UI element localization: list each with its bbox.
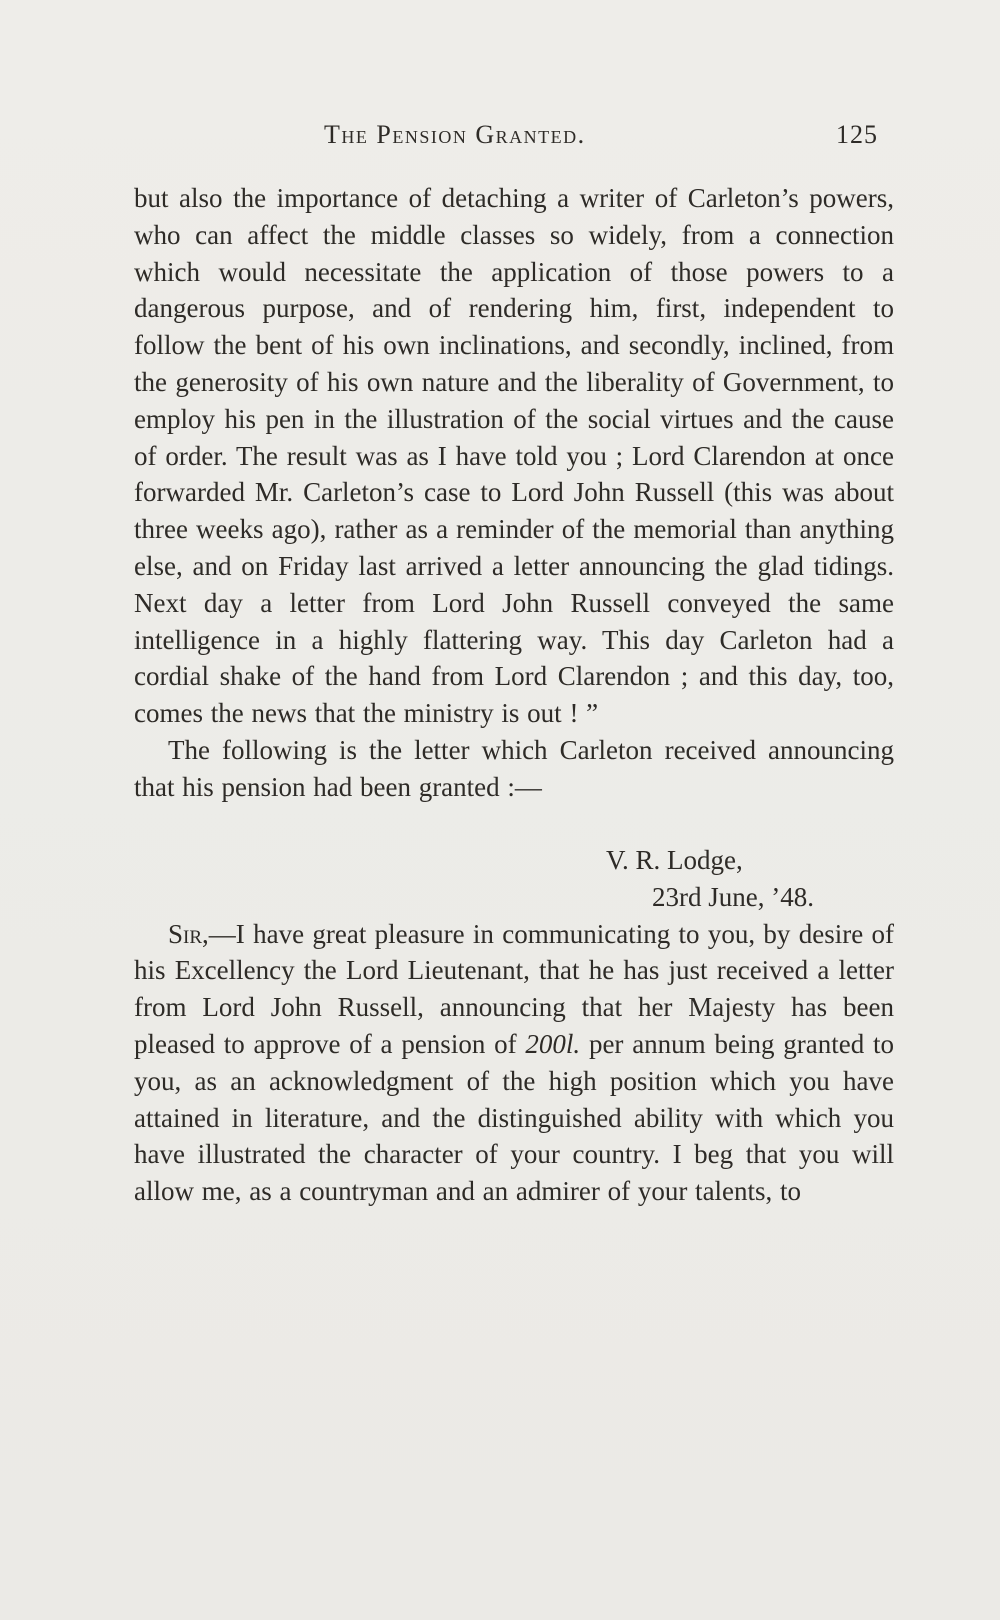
page-header bbox=[134, 120, 884, 160]
letter-address-place: V. R. Lodge, bbox=[606, 844, 743, 875]
letter-body-part-2: per annum being granted to you, as an acknowledgment of the high position which you have attained in literature, and the distinguished ability with which you have illustrated the character of your country. I beg that you will allow me, as a countryman and an admirer of your talents, to bbox=[134, 1028, 894, 1207]
letter-address bbox=[134, 842, 894, 916]
body-text bbox=[134, 180, 894, 1210]
pension-amount: 200l. bbox=[525, 1028, 581, 1059]
letter-body-part-1: —I have great pleasure in communicating to you, by desire of his Excellency the Lord Lieutenant, that he has just received a letter from Lord John Russell, announcing that her Majesty has been pleased to approve of a pension of bbox=[134, 918, 894, 1059]
letter-address-date: 23rd June, ’48. bbox=[652, 881, 814, 912]
paragraph-letter-intro: The following is the letter which Carleton received announcing that his pension had been granted :— bbox=[134, 734, 894, 802]
page-number: 125 bbox=[836, 120, 878, 149]
letter-salutation: Sir, bbox=[168, 918, 209, 949]
running-title: The Pension Granted. bbox=[324, 120, 586, 149]
paragraph-continued: but also the importance of detaching a writer of Carleton’s powers, who can affect the middle classes so widely, from a connection which would necessitate the application of those powers to a dangerous purpose, and of rendering him, first, independent to follow the bent of his own inclinations, and secondly, inclined, from the generosity of his own nature and the liberality of Government, to employ his pen in the illustration of the social virtues and the cause of order. The result was as I have told you ; Lord Clarendon at once forwarded Mr. Carleton’s case to Lord John Russell (this was about three weeks ago), rather as a reminder of the memorial than anything else, and on Friday last arrived a letter announcing the glad tidings. Next day a letter from Lord John Russell conveyed the same intelligence in a highly flattering way. This day Carleton had a cordial shake of the hand from Lord Clarendon ; and this day, too, comes the news that the ministry is out ! ” bbox=[134, 183, 894, 729]
letter-body bbox=[134, 916, 894, 1210]
